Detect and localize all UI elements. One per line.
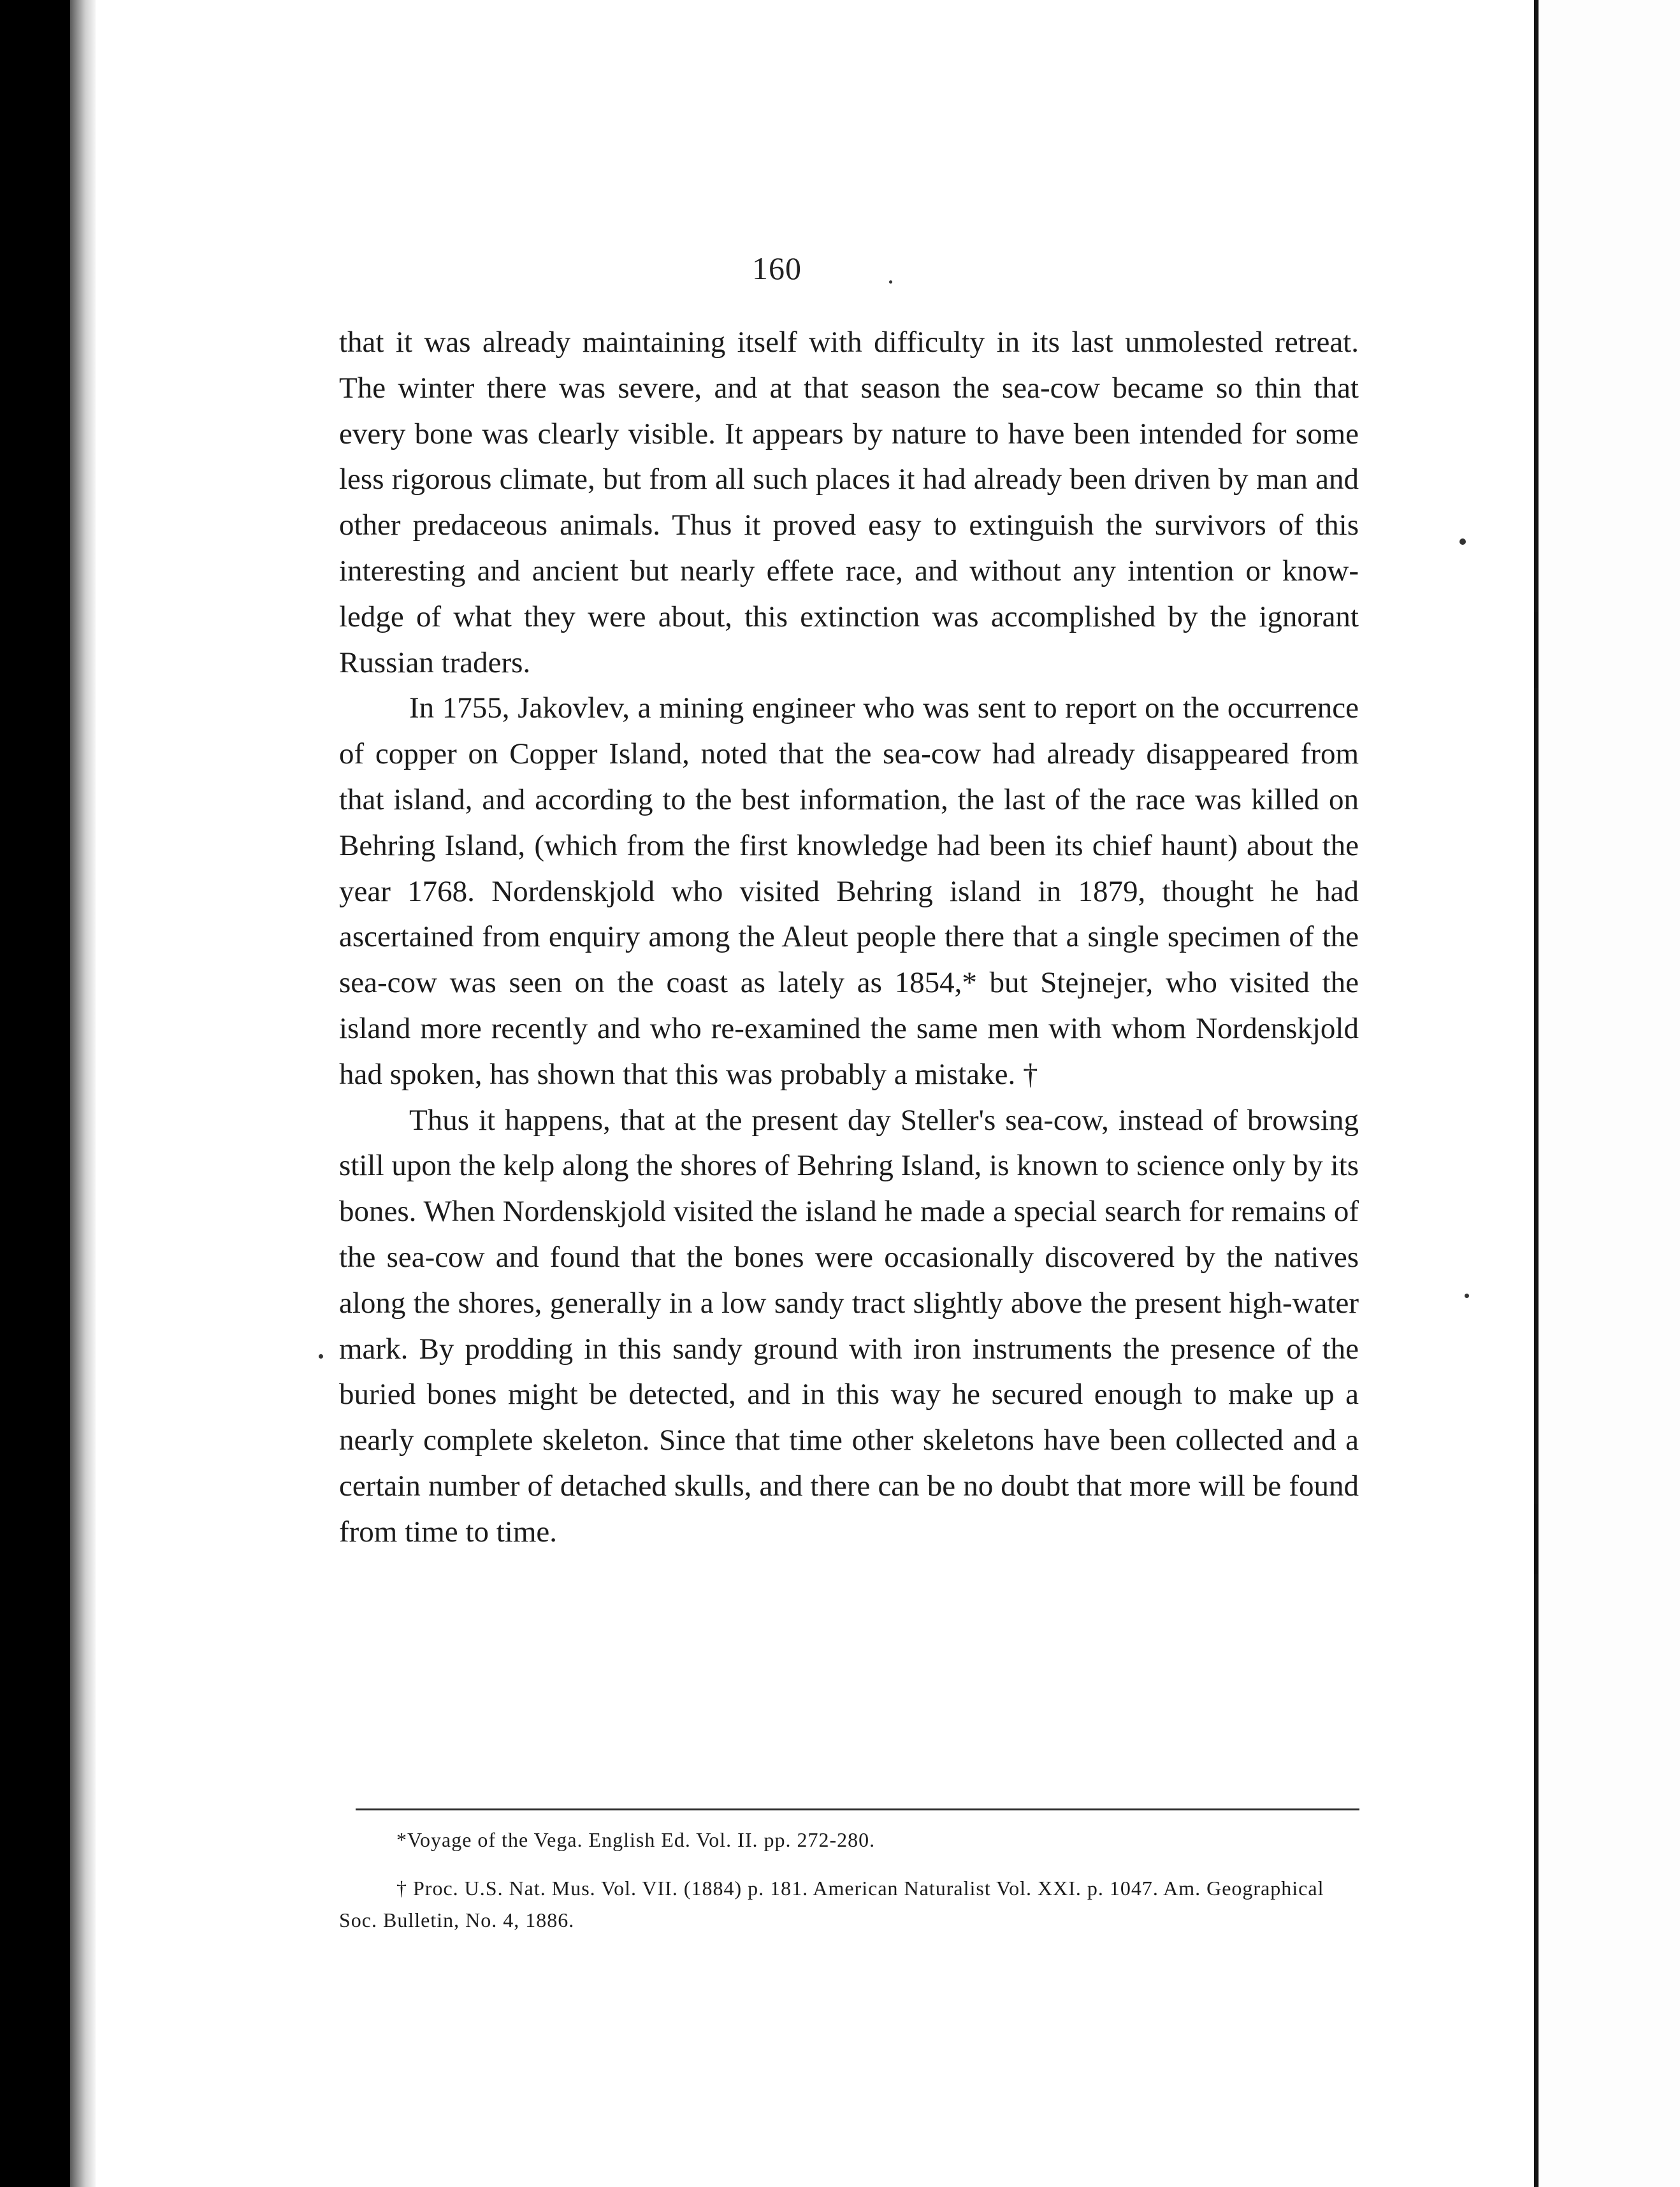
paragraph: Thus it happens, that at the present day Steller's sea-cow, instead of browsing still upon the kelp along the shores of Behring Island, is known to science only by its bones. When Nordenskjold visited the island he made a special search for remains of the sea-cow and found that the bones were occasionally discovered by the natives along the shores, generally in a low sandy tract slightly above the present high-water mark. By prodding in this sandy ground with iron instruments the presence of the buried bones might be detected, and in this way he secured enough to make up a nearly complete skeleton. Since that time other skeletons have been collected and a certain number of detached skulls, and there can be no doubt that more will be found from time to time. [339,1103,1359,1548]
body-text [339,320,1359,1555]
page-gutter-shadow [70,0,96,2187]
paragraph: In 1755, Jakovlev, a mining engineer who was sent to report on the occurrence of copper on Copper Island, noted that the sea-cow had already disappeared from that island, and according to the best information, the last of the race was killed on Behring Island, (which from the first knowledge had been its chief haunt) about the year 1768. Nordenskjold who visited Behring island in 1879, thought he had ascertained from enquiry among the Aleut people there that a single specimen of the sea-cow was seen on the coast as lately as 1854,* but Stejnejer, who visited the island more recently and who re-examined the same men with whom Nordenskjold had spoken, has shown that this was probably a mistake. † [339,691,1359,1091]
scan-speck [1465,1294,1469,1298]
scan-right-border [1534,0,1680,2187]
footnotes [339,1824,1365,1952]
footnote-rule [356,1808,1359,1810]
page-number: 160 [752,250,802,286]
edge-mark [1534,612,1538,688]
scan-speck [1459,538,1466,545]
paragraph: that it was already maintaining itself with difficulty in its last unmolested retreat. The winter there was severe, and at that season the sea-cow became so thin that every bone was clearly visible. It appears by nature to have been intended for some less rigorous climate, but from all such places it had already been driven by man and other predaceous animals. Thus it proved easy to extinguish the survivors of this interesting and ancient but nearly effete race, and without any intention or know-ledge of what they were about, this extinction was accomplished by the ignorant Russian traders. [339,326,1359,679]
footnote: *Voyage of the Vega. English Ed. Vol. II. pp. 272-280. [396,1828,876,1851]
scan-left-border [0,0,70,2187]
edge-mark [1534,1504,1538,1574]
scan-speck [319,1354,323,1359]
footnote: † Proc. U.S. Nat. Mus. Vol. VII. (1884) p. 181. American Naturalist Vol. XXI. p. 1047. Am. Geographical Soc. Bulletin, No. 4, 1886. [339,1877,1324,1931]
